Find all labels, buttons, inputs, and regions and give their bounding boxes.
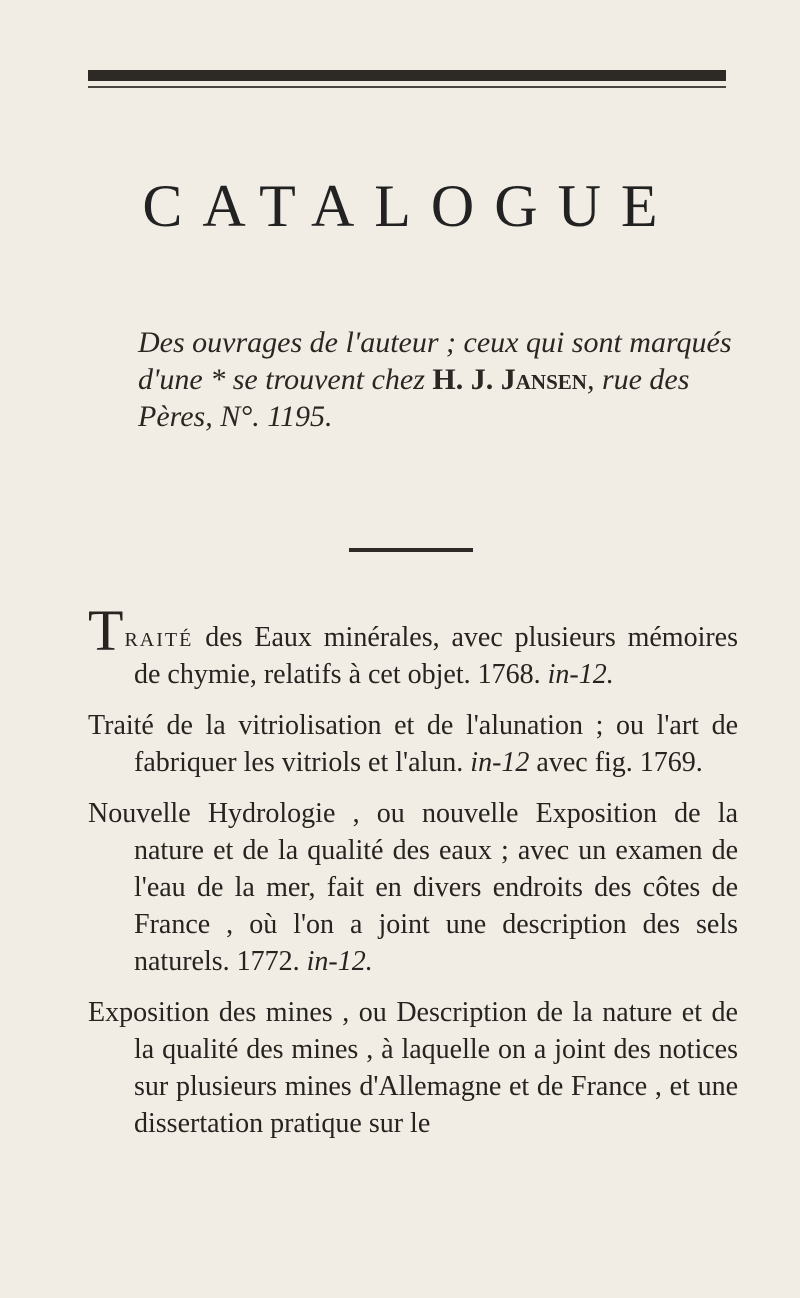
entry-text: Nouvelle Hydrologie , ou nouvelle Exposition de la nature et de la qualité des eaux ; avec un examen de l'eau de la mer, fait en divers endroits des côtes de France , où l'on a joint une description des sels naturels. 1772.	[88, 798, 738, 977]
entry-format: in-12	[470, 747, 530, 778]
subtitle-text-1: Des ouvrages de l'auteur ; ceux qui sont marqués d'une	[138, 326, 732, 396]
entry-format: in-12.	[547, 659, 614, 690]
header-rule-thin	[88, 86, 726, 88]
subtitle-text-2: se trouvent chez	[232, 363, 425, 396]
asterisk-mark: *	[210, 363, 226, 396]
entry-text: Exposition des mines , ou Description de la nature et de la qualité des mines , à laquelle on a joint des notices sur plusieurs mines d'Allemagne et de France , et une dissertation pratique sur le	[88, 997, 738, 1139]
entry-text: Traité de la vitriolisation et de l'alunation ; ou l'art de fabriquer les vitriols et l'alun.	[88, 710, 738, 778]
subtitle-text-3: , rue des Pères,	[138, 363, 690, 433]
header-rule	[88, 70, 726, 81]
publisher-name: H. J. Jansen	[432, 363, 587, 396]
page-title: CATALOGUE	[142, 173, 678, 239]
drop-capital: T	[88, 598, 124, 663]
section-divider	[349, 548, 473, 552]
list-item	[88, 994, 738, 1142]
list-item	[88, 707, 738, 781]
entry-text: des Eaux minérales, avec plusieurs mémoires de chymie, relatifs à cet objet. 1768.	[134, 622, 738, 690]
list-item	[88, 598, 738, 693]
entry-tail: avec fig. 1769.	[529, 747, 703, 778]
entry-format: in-12.	[306, 946, 373, 977]
entry-caps: raité	[124, 622, 194, 653]
entry-list	[88, 598, 738, 1156]
subtitle-number: N°. 1195.	[220, 400, 333, 433]
list-item	[88, 795, 738, 980]
subtitle	[138, 324, 738, 435]
